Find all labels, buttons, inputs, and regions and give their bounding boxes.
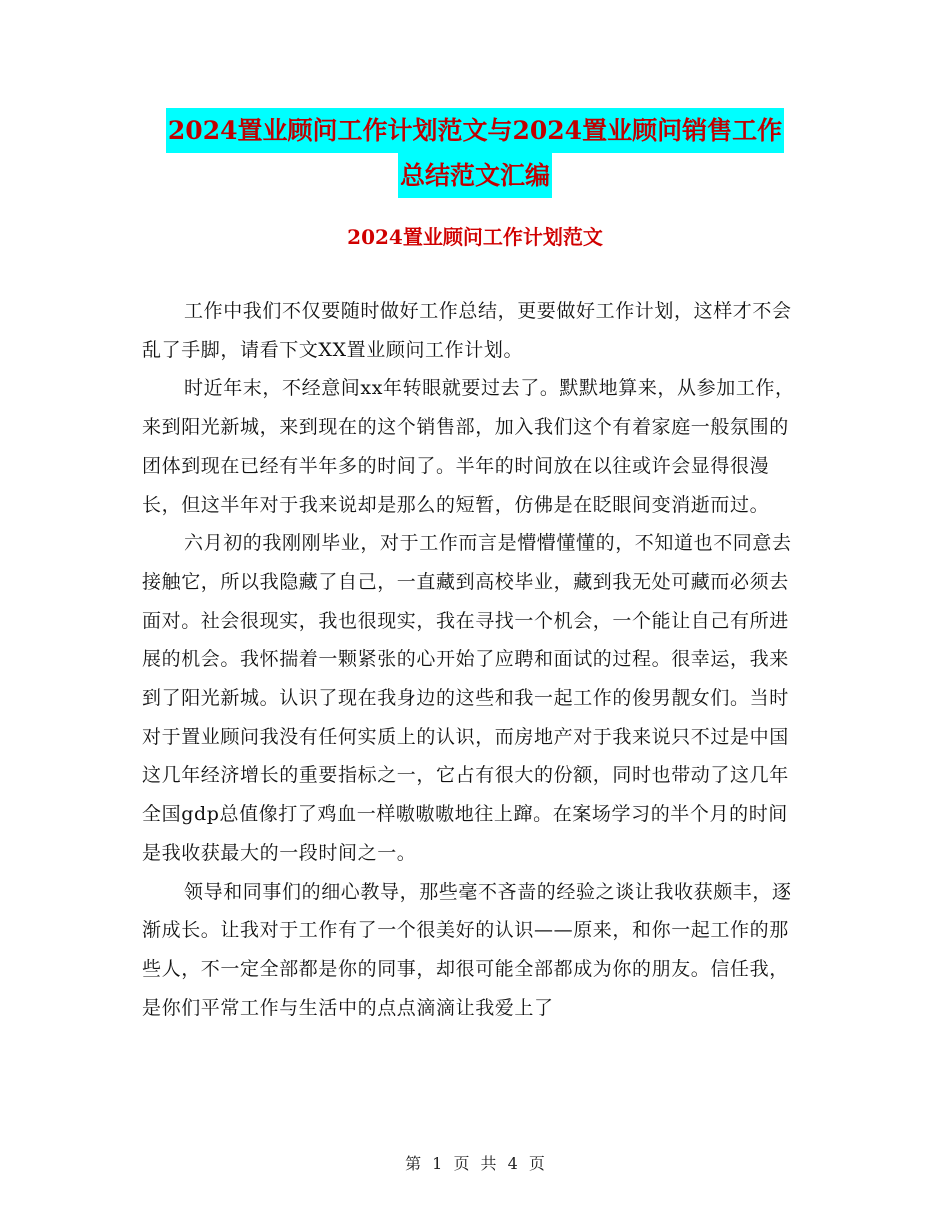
document-title xyxy=(0,108,950,198)
paragraph: 领导和同事们的细心教导，那些毫不吝啬的经验之谈让我收获颇丰，逐渐成长。让我对于工作有了一个很美好的认识——原来，和你一起工作的那些人，不一定全部都是你的同事，却很可能全部都成为你的朋友。信任我，是你们平常工作与生活中的点点滴滴让我爱上了 xyxy=(142,880,792,1019)
title-line-1: 2024置业顾问工作计划范文与2024置业顾问销售工作 xyxy=(166,108,784,153)
title-line-2: 总结范文汇编 xyxy=(398,153,552,198)
paragraph: 时近年末，不经意间xx年转眼就要过去了。默默地算来，从参加工作，来到阳光新城，来到现在的这个销售部，加入我们这个有着家庭一般氛围的团体到现在已经有半年多的时间了。半年的时间放在以往或许会显得很漫长，但这半年对于我来说却是那么的短暂，仿佛是在眨眼间变消逝而过。 xyxy=(142,377,795,516)
page-number-footer: 第 1 页 共 4 页 xyxy=(405,1154,545,1173)
paragraph: 工作中我们不仅要随时做好工作总结，更要做好工作计划，这样才不会乱了手脚，请看下文XX置业顾问工作计划。 xyxy=(142,300,792,361)
section-heading: 2024置业顾问工作计划范文 xyxy=(347,225,603,249)
document-body xyxy=(142,292,807,1027)
paragraph: 六月初的我刚刚毕业，对于工作而言是懵懵懂懂的，不知道也不同意去接触它，所以我隐藏了自己，一直藏到高校毕业，藏到我无处可藏而必须去面对。社会很现实，我也很现实，我在寻找一个机会，一个能让自己有所进展的机会。我怀揣着一颗紧张的心开始了应聘和面试的过程。很幸运，我来到了阳光新城。认识了现在我身边的这些和我一起工作的俊男靓女们。当时对于置业顾问我没有任何实质上的认识，而房地产对于我来说只不过是中国这几年经济增长的重要指标之一，它占有很大的份额，同时也带动了这几年全国gdp总值像打了鸡血一样嗷嗷嗷地往上蹿。在案场学习的半个月的时间是我收获最大的一段时间之一。 xyxy=(142,532,792,864)
